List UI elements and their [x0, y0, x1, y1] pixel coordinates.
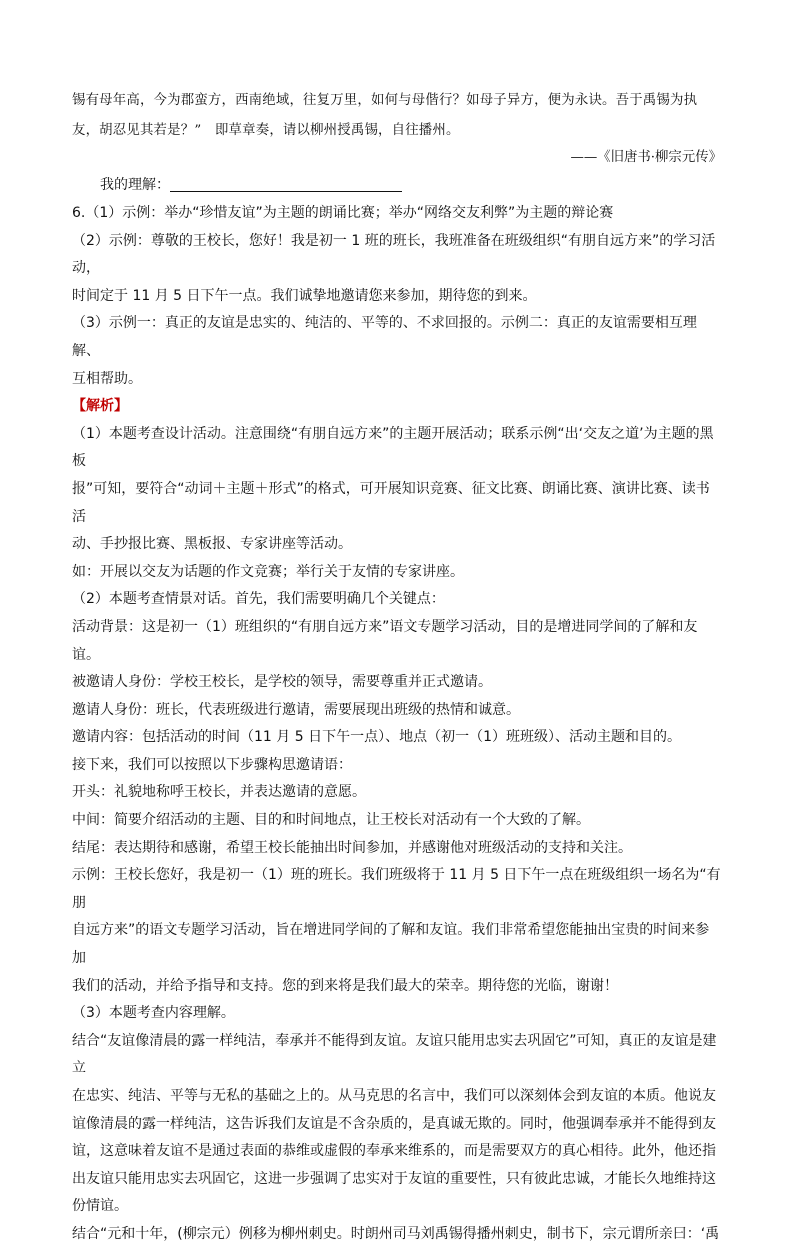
analysis-line: 在忠实、纯洁、平等与无私的基础之上的。从马克思的名言中，我们可以深刻体会到友谊的本质。他说友 [72, 1088, 716, 1104]
answer-line: 时间定于 11 月 5 日下午一点。我们诚挚地邀请您来参加，期待您的到来。 [72, 287, 537, 304]
analysis-line: 开头：礼貌地称呼王校长，并表达邀请的意愿。 [72, 784, 366, 801]
answer-line: （3）示例一：真正的友谊是忠实的、纯洁的、平等的、不求回报的。示例二：真正的友谊需要相互理解、 [72, 315, 697, 359]
analysis-line: （1）本题考查设计活动。注意围绕“有朋自远方来”的主题开展活动；联系示例“出‘交友之道’为主题的黑板 [72, 425, 714, 470]
classical-passage [72, 86, 722, 146]
analysis-line: 中间：简要介绍活动的主题、目的和时间地点，让王校长对活动有一个大致的了解。 [72, 812, 590, 829]
analysis-line: 份情谊。 [72, 1198, 128, 1215]
analysis-heading: 【解析】 [72, 398, 128, 415]
analysis-line: （2）本题考查情景对话。首先，我们需要明确几个关键点： [72, 591, 445, 608]
analysis-line: （3）本题考查内容理解。 [72, 1005, 235, 1022]
analysis-line: 我们的活动，并给予指导和支持。您的到来将是我们最大的荣幸。期待您的光临，谢谢！ [72, 977, 618, 994]
analysis-line: 邀请内容：包括活动的时间（11 月 5 日下午一点）、地点（初一（1）班班级）、活动主题和目的。 [72, 729, 681, 746]
analysis-line: 结尾：表达期待和感谢，希望王校长能抽出时间参加，并感谢他对班级活动的支持和关注。 [72, 839, 632, 856]
analysis-line: 结合“元和十年，(柳宗元）例移为柳州刺史。时朗州司马刘禹锡得播州刺史，制书下，宗元谓所亲曰：‘禹 [72, 1225, 720, 1242]
analysis-line: 谊像清晨的露一样纯洁，这告诉我们友谊是不含杂质的，是真诚无欺的。同时，他强调奉承并不能得到友 [72, 1115, 716, 1132]
answer-line: 互相帮助。 [72, 370, 142, 387]
passage-line: 锡有母年高，今为郡蛮方，西南绝域，往复万里，如何与母偕行？如母子异方，便为永诀。吾于禹锡为执 [72, 93, 698, 108]
understanding-label: 我的理解： [100, 177, 170, 193]
answer-blank-line [170, 175, 402, 192]
analysis-line: 出友谊只能用忠实去巩固它，这进一步强调了忠实对于友谊的重要性，只有彼此忠诚，才能长久地维持这 [72, 1170, 716, 1187]
analysis-line: 活动背景：这是初一（1）班组织的“有朋自远方来”语文专题学习活动，目的是增进同学间的了解和友谊。 [72, 618, 698, 663]
analysis-line: 报”可知，要符合“动词＋主题＋形式”的格式，可开展知识竞赛、征文比赛、朗诵比赛、演讲比赛、读书活 [72, 480, 710, 525]
answer-line: （2）示例：尊敬的王校长，您好！我是初一 1 班的班长，我班准备在班级组织“有朋自远方来”的学习活动， [72, 232, 716, 277]
analysis-line: 邀请人身份：班长，代表班级进行邀请，需要展现出班级的热情和诚意。 [72, 701, 520, 718]
analysis-line: 自远方来”的语文专题学习活动，旨在增进同学间的了解和友谊。我们非常希望您能抽出宝贵的时间来参加 [72, 922, 710, 967]
analysis-line: 动、手抄报比赛、黑板报、专家讲座等活动。 [72, 536, 352, 553]
understanding-row [72, 170, 722, 200]
analysis-line: 示例：王校长您好，我是初一（1）班的班长。我们班级将于 11 月 5 日下午一点在班级组织一场名为“有朋 [72, 867, 721, 911]
analysis-line: 如：开展以交友为话题的作文竞赛；举行关于友情的专家讲座。 [72, 563, 464, 580]
answer-line: 6.（1）示例：举办“珍惜友谊”为主题的朗诵比赛；举办“网络交友利弊”为主题的辩论赛 [72, 205, 614, 221]
passage-source: ——《旧唐书·柳宗元传》 [570, 150, 722, 165]
document-page [72, 86, 722, 1249]
analysis-line: 谊，这意味着友谊不是通过表面的恭维或虚假的奉承来维系的，而是需要双方的真心相待。此外，他还指 [72, 1143, 716, 1160]
analysis-line: 结合“友谊像清晨的露一样纯洁，奉承并不能得到友谊。友谊只能用忠实去巩固它”可知，真正的友谊是建立 [72, 1032, 717, 1077]
analysis-line: 接下来，我们可以按照以下步骤构思邀请语： [72, 756, 352, 773]
passage-line: 友，胡忍见其若是？” 即草章奏，请以柳州授禹锡，自往播州。 [72, 123, 460, 138]
analysis-line: 被邀请人身份：学校王校长，是学校的领导，需要尊重并正式邀请。 [72, 674, 492, 691]
